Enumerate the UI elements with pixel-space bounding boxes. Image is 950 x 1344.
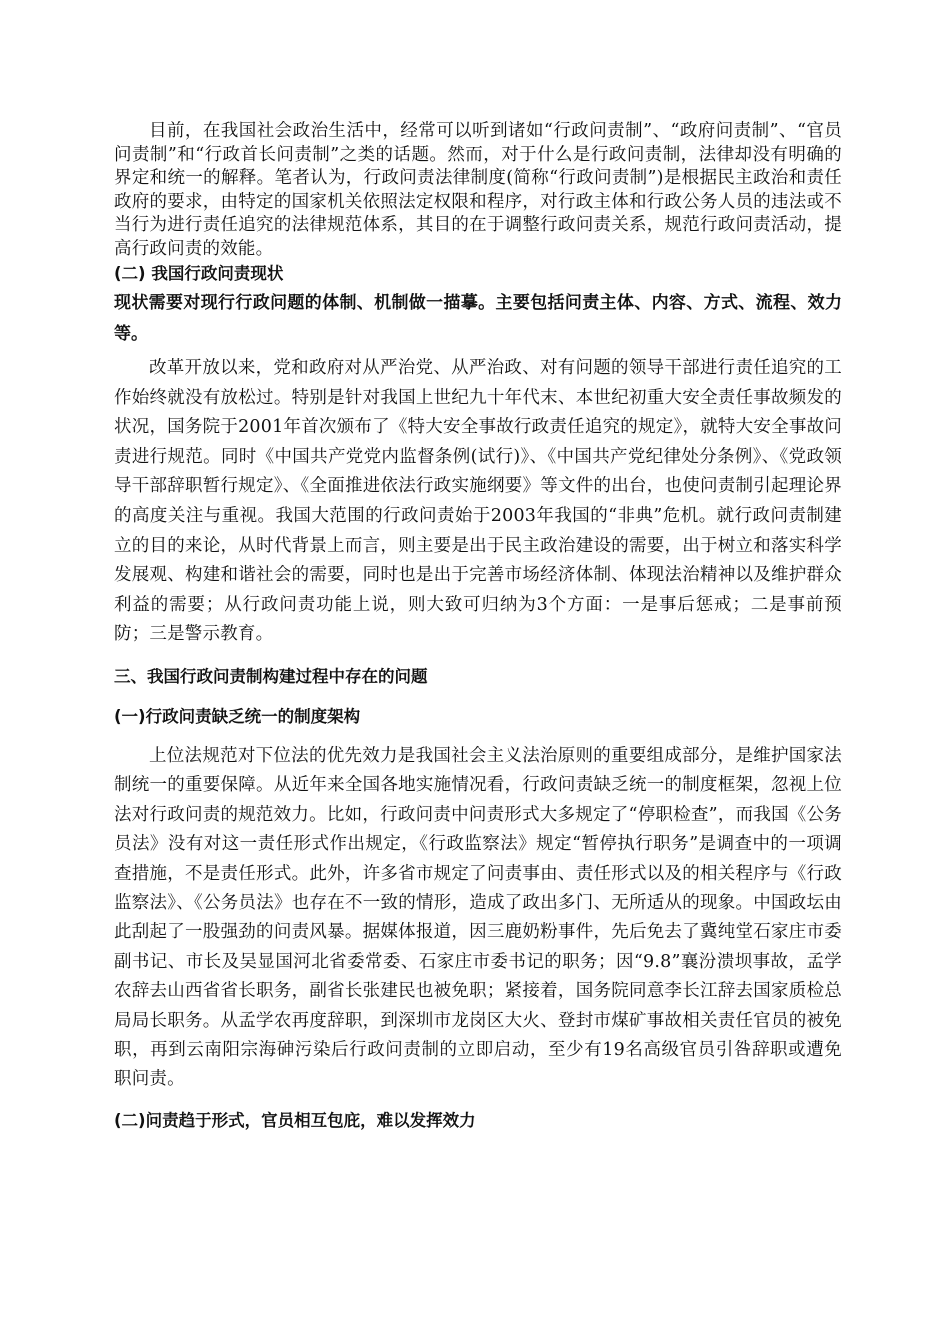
document-body <box>114 120 842 1132</box>
paragraph-section-3-wrapper <box>114 742 842 1095</box>
heading-section-3: 三、我国行政问责制构建过程中存在的问题 <box>114 666 428 686</box>
heading-subsection-2: (二)问责趋于形式，官员相互包庇，难以发挥效力 <box>114 1110 476 1130</box>
heading-status: (二) 我国行政问责现状 <box>114 264 284 283</box>
paragraph-intro: 目前，在我国社会政治生活中，经常可以听到诸如“行政问责制”、“政府问责制”、“官员问责制”和“行政首长问责制”之类的话题。然而，对于什么是行政问责制，法律却没有明确的界定和统一的解释。笔者认为，行政问责法律制度(简称“行政问责制”)是根据民主政治和责任政府的要求，由特定的国家机关依照法定权限和程序，对行政主体和行政公务人员的违法或不当行为进行责任追究的法律规范体系，其目的在于调整行政问责关系，规范行政问责活动，提高行政问责的效能。 <box>114 121 842 259</box>
heading-subsection-1: (一)行政问责缺乏统一的制度架构 <box>114 706 361 726</box>
bold-note: 现状需要对现行行政问题的体制、机制做一描摹。主要包括问责主体、内容、方式、流程、效力等。 <box>114 293 842 344</box>
paragraph-status: 改革开放以来，党和政府对从严治党、从严治政、对有问题的领导干部进行责任追究的工作始终就没有放松过。特别是针对我国上世纪九十年代末、本世纪初重大安全责任事故频发的状况，国务院于2001年首次颁布了《特大安全事故行政责任追究的规定》，就特大安全事故问责进行规范。同时《中国共产党党内监督条例(试行)》、《中国共产党纪律处分条例》、《党政领导干部辞职暂行规定》、《全面推进依法行政实施纲要》等文件的出台，也使问责制引起理论界的高度关注与重视。我国大范围的行政问责始于2003年我国的“非典”危机。就行政问责制建立的目的来论，从时代背景上而言，则主要是出于民主政治建设的需要，出于树立和落实科学发展观、构建和谐社会的需要，同时也是出于完善市场经济体制、体现法治精神以及维护群众利益的需要；从行政问责功能上说，则大致可归纳为3个方面：一是事后惩戒；二是事前预防；三是警示教育。 <box>114 358 842 645</box>
paragraph-section-3: 上位法规范对下位法的优先效力是我国社会主义法治原则的重要组成部分，是维护国家法制统一的重要保障。从近年来全国各地实施情况看，行政问责缺乏统一的制度框架，忽视上位法对行政问责的规范效力。比如，行政问责中问责形式大多规定了“停职检查”，而我国《公务员法》没有对这一责任形式作出规定，《行政监察法》规定“暂停执行职务”是调查中的一项调查措施，不是责任形式。此外，许多省市规定了问责事由、责任形式以及的相关程序与《行政监察法》、《公务员法》也存在不一致的情形，造成了政出多门、无所适从的现象。中国政坛由此刮起了一股强劲的问责风暴。据媒体报道，因三鹿奶粉事件，先后免去了冀纯堂石家庄市委副书记、市长及吴显国河北省委常委、石家庄市委书记的职务；因“9.8”襄汾溃坝事故，孟学农辞去山西省省长职务，副省长张建民也被免职；紧接着，国务院同意李长江辞去国家质检总局局长职务。从孟学农再度辞职，到深圳市龙岗区大火、登封市煤矿事故相关责任官员的被免职，再到云南阳宗海砷污染后行政问责制的立即启动，至少有19名高级官员引咎辞职或遭免职问责。 <box>114 745 842 1090</box>
